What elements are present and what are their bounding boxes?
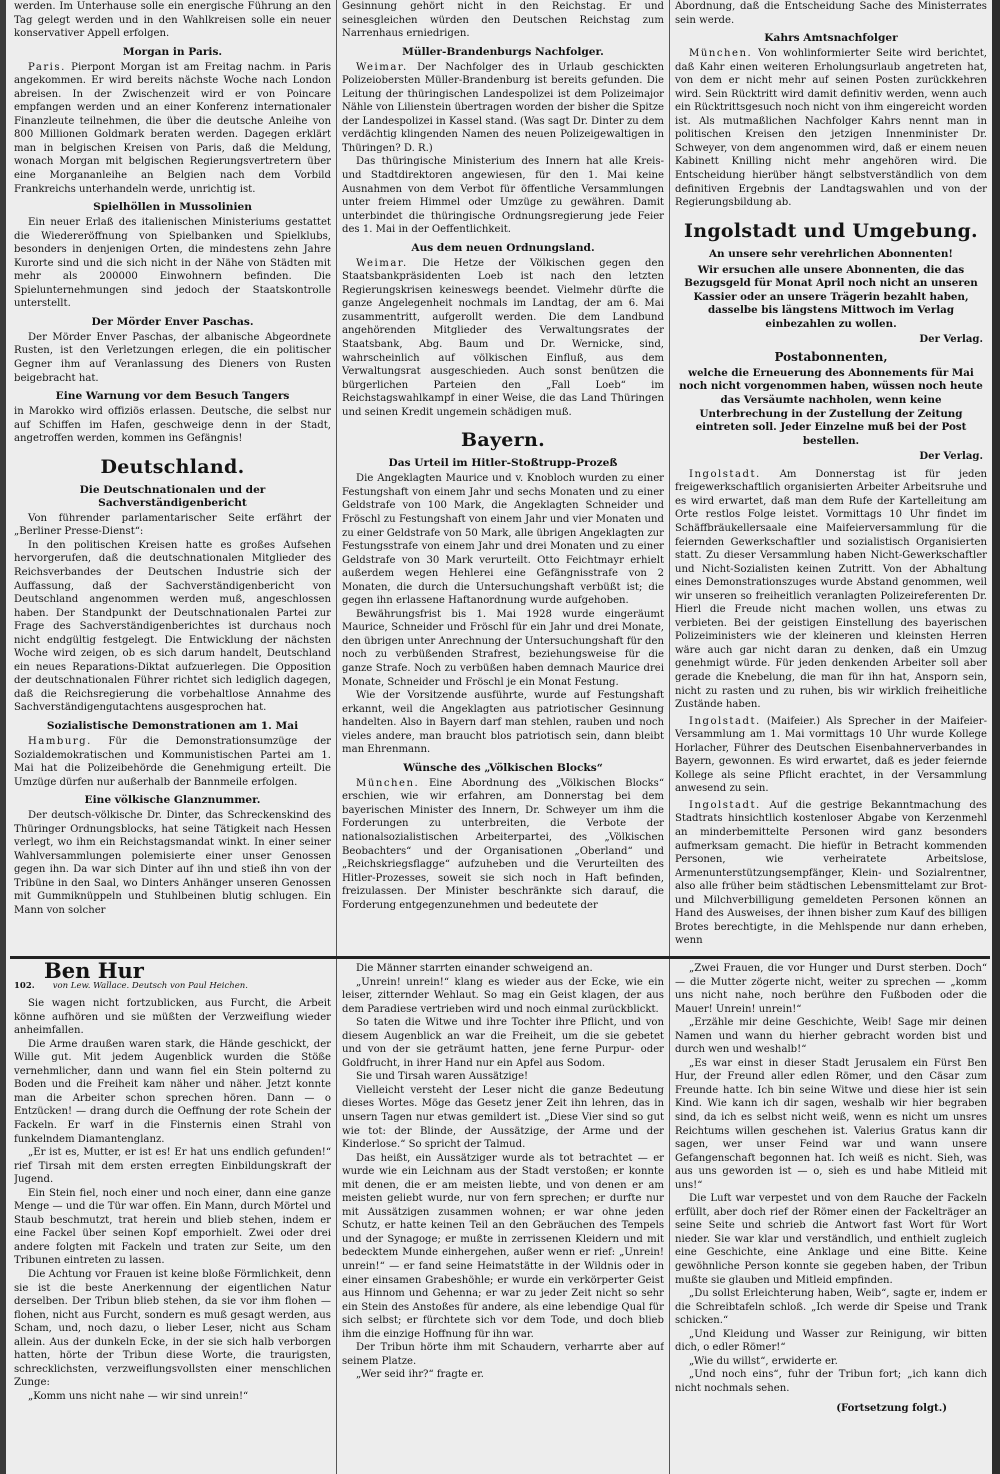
headline-hitler-prozess: Das Urteil im Hitler-Stoßtrupp-Prozeß bbox=[388, 457, 618, 470]
dateline: Hamburg. bbox=[28, 735, 92, 747]
serial-paragraph: „Unrein! unrein!“ klang es wieder aus der Ecke, wie ein leiser, zitternder Wehlaut. So mag ein Geist klagen, der aus dem Paradiese vertrieben wird und noch einmal zurückblickt. bbox=[342, 976, 664, 1015]
notice-signature: Der Verlag. bbox=[919, 451, 983, 463]
article-body: Die Hetze der Völkischen gegen den Staatsbankpräsidenten Loeb ist nach den letzten Regierungskrisen keineswegs beendet. Vielmehr dürfte die ganze Angelegenheit nochmals im Landtag, der am 6. Mai zusammentritt, aufgerollt werden. Die dem Landbund angehörenden Mitglieder des Verwaltungsrates der Staatsbank, Abg. Baum und Dr. Wernicke, sind, wahrscheinlich auf völkischen Einfluß, aus dem Verwaltungsrat ausgeschieden. Auch sonst benützen die bürgerlichen Parteien den „Fall Loeb“ im Reichstagswahlkampf in einer Weise, die das Land Thüringen und seinen Kredit ungemein schädigen muß. bbox=[342, 257, 664, 418]
headline-deutschnationale: Die Deutschnationalen und der Sachverständigenbericht bbox=[79, 483, 266, 509]
section-title-ingolstadt: Ingolstadt und Umgebung. bbox=[684, 219, 978, 242]
article-moerder: Der Mörder Enver Paschas, der albanische Abgeordnete Rusten, ist den Verletzungen erlegen, die ein politischer Gegner ihm auf Veranlassung des Dieners von Rusten beigebracht hat. bbox=[14, 331, 331, 384]
serial-paragraph: Ein Stein fiel, noch einer und noch einer, dann eine ganze Menge — und die Tür war offen. Ein Mann, durch Mörtel und Staub beschmutzt, trat herein und blieb stehen, indem er eine Fackel über seinen Kopf emporhielt. Zwei oder drei andere folgten mit Fackeln und traten zur Seite, um den Tribunen eintreten zu lassen. bbox=[14, 1187, 331, 1267]
article-kahr bbox=[675, 47, 987, 210]
headline-morgan: Morgan in Paris. bbox=[122, 45, 223, 58]
page-shadow-left bbox=[0, 0, 6, 1474]
article-body: (Maifeier.) Als Sprecher in der Maifeier-Versammlung am 1. Mai vormittags 10 Uhr wurde Kollege Horlacher, Führer des Deutschen Eisenbahnerverbandes in Bayern, gewonnen. Es wird erwartet, daß es jeder feiernde Kollege als seine Pflicht erachtet, in der Versammlung anwesend zu sein. bbox=[675, 715, 987, 795]
article-body: Pierpont Morgan ist am Freitag nachm. in Paris angekommen. Er wird bereits nächste Woche nach London abreisen. In der Zwischenzeit wird er von Poincare empfangen werden und an einer Konferenz internationaler Finanzleute teilnehmen, die über die deutsche Anleihe von 800 Millionen Goldmark beraten werden. Dagegen erklärt man in belgischen Kreisen von Paris, daß die Meldung, wonach Morgan mit belgischen Regierungsvertretern über eine Morgananleihe an Belgien nach dem Vorbild Frankreichs unterhandeln werde, unrichtig ist. bbox=[14, 61, 331, 195]
article-glanznummer: Der deutsch-völkische Dr. Dinter, das Schreckenskind des Thüringer Ordnungsblocks, hat seine Tätigkeit nach Hessen verlegt, wo ihm ein Reichstagsmandat winkt. In einer seiner Wahlversammlungen polemisierte einer unser Genossen gegen ihn. Da war sich Dinter auf ihn und stieß ihn von der Tribüne in den Saal, wo Dinters Anhänger unseren Genossen mit Gummiknüppeln und Stuhlbeinen blutig schlugen. Ein Mann von solcher bbox=[14, 810, 331, 916]
article-deutschnationale-intro: Von führender parlamentarischer Seite erfährt der „Berliner Presse-Dienst“: bbox=[14, 512, 331, 538]
serial-paragraph: Die Achtung vor Frauen ist keine bloße Förmlichkeit, denn sie ist die beste Anerkennung der eigentlichen Natur derselben. Der Tribun blieb stehen, da sie vor ihm flohen — flohen, nicht aus Furcht, sondern es muß gesagt werden, aus Scham, und, noch dazu, o lieber Leser, nicht aus Scham allein. Aus der dunkeln Ecke, in der sie sich halb verborgen hatten, hörte der Tribun diese Worte, die traurigsten, schrecklichsten, verzweiflungsvollsten einer menschlichen Zunge: bbox=[14, 1269, 331, 1389]
serial-paragraph: Das heißt, ein Aussätziger wurde als tot betrachtet — er wurde wie ein Leichnam aus der Stadt verstoßen; er konnte mit denen, die er am meisten liebte, und von denen er am meisten geliebt wurde, nur von fern sprechen; er durfte nur mit Aussätzigen zusammen wohnen; er war ohne jeden Schutz, er hatte keinen Teil an den Gebräuchen des Tempels und der Synagoge; er mußte in zerrissenen Kleidern und mit bedecktem Munde einhergehen, außer wenn er rief: „Unrein! unrein!“ — er fand seine Heimatstätte in der Wildnis oder in einer einsamen Grabeshöhle; er wurde ein verkörperter Geist aus Hinnom und Gehenna; er war zu jeder Zeit nicht so sehr ein Stein des Anstoßes für andere, als eine lebendige Qual für sich selbst; er fürchtete sich vor dem Tode, und doch blieb ihm die einzige Hoffnung für ihn war. bbox=[342, 1152, 664, 1340]
column-2 bbox=[342, 0, 664, 958]
article-body: Von wohlinformierter Seite wird berichtet, daß Kahr einen weiteren Erholungsurlaub angetreten hat, von dem er nicht mehr auf seinen Posten zurückkehren wird. Sein Rücktritt wird damit definitiv werden, wenn auch ein Rücktrittsgesuch noch nicht von ihm eingereicht worden ist. Als mutmaßlichen Nachfolger Kahrs nennt man in politischen Kreisen den jetzigen Innenminister Dr. Schweyer, von dem angenommen wird, daß er einem neuen Kabinett Knilling nicht mehr angehören wird. Die Entscheidung hierüber hängt selbstverständlich von dem definitiven Ergebnis der Landtagswahlen und von der Regierungsbildung ab. bbox=[675, 48, 987, 209]
serial-number: 102. bbox=[14, 980, 35, 991]
headline-ordnungsland: Aus dem neuen Ordnungsland. bbox=[411, 241, 595, 254]
article-body: Für die Demonstrationsumzüge der Sozialdemokratischen und Kommunistischen Partei am 1. Mai hat die Polizeibehörde die Genehmigung erteilt. Die Umzüge dürfen nur außerhalb der Bannmeile erfolgen. bbox=[14, 735, 331, 788]
article-ingolstadt-2 bbox=[675, 715, 987, 796]
headline-demonstrationen: Sozialistische Demonstrationen am 1. Mai bbox=[46, 719, 299, 732]
serial-paragraph: „Und noch eins“, fuhr der Tribun fort; „ich kann dich nicht nochmals sehen. bbox=[675, 1369, 987, 1394]
column-3 bbox=[675, 0, 987, 958]
section-title-deutschland: Deutschland. bbox=[100, 455, 245, 478]
article-hitler-1: Die Angeklagten Maurice und v. Knobloch wurden zu einer Festungshaft von einem Jahr und sechs Monaten und zu einer Geldstrafe von 100 Mark, die Angeklagten Schneider und Fröschl zu Festungshaft von einem Jahr und vier Monaten und zu einer Geldstrafe von 50 Mark, alle übrigen Angeklagten zur Festungsstrafe von einem Jahr und drei Monaten und zu einer Geldstrafe von 30 Mark verurteilt. Otto Feichtmayr erhielt außerdem wegen Hehlerei eine Gefängnisstrafe von 2 Monaten, die durch die Untersuchungshaft verbüßt ist; die gegen ihn erlassene Haftanordnung wurde aufgehoben. bbox=[342, 473, 664, 607]
headline-warnung: Eine Warnung vor dem Besuch Tangers bbox=[55, 390, 290, 403]
article-ingolstadt-1 bbox=[675, 468, 987, 712]
serial-paragraph: Die Männer starrten einander schweigend an. bbox=[356, 963, 593, 974]
dateline: Ingolstadt. bbox=[689, 715, 761, 727]
dateline: Weimar. bbox=[356, 257, 408, 269]
notice-title: An unsere sehr verehrlichen Abonnenten! bbox=[709, 247, 953, 260]
article-warnung: in Marokko wird offiziös erlassen. Deutsche, die selbst nur auf Schiffen im Hafen, geschweige denn in der Stadt, angetroffen werden, kommen ins Gefängnis! bbox=[14, 406, 331, 445]
dateline: Weimar. bbox=[356, 61, 408, 73]
serial-paragraph: „Erzähle mir deine Geschichte, Weib! Sage mir deinen Namen und wann du hierher gebracht worden bist und durch wen und weshalb!“ bbox=[675, 1017, 987, 1056]
serial-paragraph: „Komm uns nicht nahe — wir sind unrein!“ bbox=[28, 1390, 249, 1402]
serial-paragraph: „Er ist es, Mutter, er ist es! Er hat uns endlich gefunden!“ rief Tirsah mit dem ersten erregten Einbildungskraft der Jugend. bbox=[14, 1147, 331, 1186]
article-continuation: Gesinnung gehört nicht in den Reichstag. Er und seinesgleichen würden den Deutschen Reichstag zum Narrenhaus erniedrigen. bbox=[342, 1, 664, 40]
serial-column-1 bbox=[14, 962, 331, 1468]
dateline: Ingolstadt. bbox=[689, 468, 761, 480]
article-body: Der Nachfolger des in Urlaub geschickten Polizeiobersten Müller-Brandenburg ist bereits gefunden. Die Leitung der thüringischen Landespolizei ist dem Polizeimajor Nähle von Lilienstein übertragen worden der bisher die Spitze der Landespolizei in Kassel stand. (Was sagt Dr. Dinter zu dem verdächtig klingenden Namen des neuen Polizeigewaltigen in Thüringen? D. R.) bbox=[342, 61, 664, 154]
serial-paragraph: Der Tribun hörte ihm mit Schaudern, verharrte aber auf seinem Platze. bbox=[342, 1342, 664, 1367]
headline-moerder: Der Mörder Enver Paschas. bbox=[91, 315, 254, 328]
section-title-bayern: Bayern. bbox=[460, 429, 546, 452]
article-deutschnationale: In den politischen Kreisen hatte es großes Aufsehen hervorgerufen, daß die deutschnationalen Mitglieder des Reichsverbandes der Deutschen Industrie sich der Auffassung, daß der Sachverständigenbericht von Deutschland angenommen werden muß, angeschlossen haben. Der Standpunkt der Deutschnationalen Partei zur Frage des Sachverständigenberichtes ist durchaus noch nicht endgültig festgelegt. Die Entwicklung der nächsten Woche wird zeigen, ob es sich darum handelt, Deutschland ein neues Reparations-Diktat aufzuerlegen. Die Opposition der deutschnationalen Führer richtet sich lediglich dagegen, daß die Reichsregierung die vorbehaltlose Annahme des Sachverständigengutachtens ausgesprochen hat. bbox=[14, 539, 331, 714]
column-1 bbox=[14, 0, 331, 958]
serial-paragraph: „Es war einst in dieser Stadt Jerusalem ein Fürst Ben Hur, der Freund aller edlen Römer, und den Cäsar zum Freunde hatte. Ich bin seine Witwe und diese hier ist sein Kind. Wie kann ich dir sagen, weshalb wir hier begraben sind, da ich es selbst nicht weiß, wenn es nicht um unsres Reichtums willen geschehen ist. Valerius Gratus kann dir sagen, wer unser Feind war und wann unsere Gefangenschaft begonnen hat. Ich weiß es nicht. Sieh, was aus uns geworden ist — o, sieh es und habe Mitleid mit uns!“ bbox=[675, 1057, 987, 1191]
serial-paragraph: „Wie du willst“, erwiderte er. bbox=[689, 1355, 838, 1367]
headline-spielhoellen: Spielhöllen in Mussolinien bbox=[93, 201, 252, 214]
notice-postabonnenten bbox=[675, 351, 987, 448]
serial-paragraph: „Und Kleidung und Wasser zur Reinigung, wir bitten dich, o edler Römer!“ bbox=[675, 1328, 987, 1354]
article-body: Am Donnerstag ist für jeden freigewerkschaftlich organisierten Arbeiter Arbeitsruhe und es wird erwartet, daß man dem Rufe der Kartelleitung am Orte restlos Folge leistet. Vormittags 10 Uhr findet im Schäffbräukellersaale eine Maifeierversammlung für die feiernden Gewerkschaftler und sozialistisch Organisierten statt. Zu dieser Versammlung haben Nicht-Gewerkschaftler und Nicht-Sozialisten keinen Zutritt. Von der Abhaltung eines Demonstrationszuges wurde Abstand genommen, weil wir unseren so freiheitlich veranlagten Polizeireferenten Dr. Hierl die Freude nicht machen wollen, uns etwas zu verbieten. Bei der geistigen Einstellung des bayerischen Polizeiministers wie der kleineren und kleinsten Herren wäre auch gar nicht daran zu denken, daß ein Umzug genehmigt würde. Für jeden denkenden Arbeiter soll aber gerade die Knebelung, die man für ihn hat, Ansporn sein, nicht zu rasten und zu ruhen, bis wir wirklich freiheitliche Zustände haben. bbox=[675, 468, 987, 711]
headline-glanznummer: Eine völkische Glanznummer. bbox=[84, 794, 261, 807]
column-rule bbox=[336, 0, 337, 1474]
article-mueller-2: Das thüringische Ministerium des Innern hat alle Kreis- und Stadtdirektoren angewiesen, für den 1. Mai keine Ausnahmen von dem Verbot für öffentliche Versammlungen unter freiem Himmel oder Umzüge zu gewähren. Damit unterbindet die thüringische Ordnungsregierung jede Feier des 1. Mai in der Oeffentlichkeit. bbox=[342, 156, 664, 236]
serial-author: von Lew. Wallace. Deutsch von Paul Heichen. bbox=[52, 980, 248, 991]
dateline: München. bbox=[356, 777, 420, 789]
article-continuation: werden. Im Unterhause solle ein energische Führung an den Tag gelegt werden und in den Wahlkreisen solle ein neuer konservativer Appell erfolgen. bbox=[14, 1, 331, 40]
article-hitler-2: Bewährungsfrist bis 1. Mai 1928 wurde eingeräumt Maurice, Schneider und Fröschl für ein Jahr und drei Monate, den übrigen unter Anrechnung der Untersuchungshaft für den noch zu verbüßenden Strafrest, beziehungsweise für die ganze Strafe. Noch zu verbüßen haben demnach Maurice drei Monate, Schneider und Fröschl je ein Monat Festung. bbox=[342, 608, 664, 688]
page-shadow-right bbox=[992, 0, 1000, 1474]
article-hitler-3: Wie der Vorsitzende ausführte, wurde auf Festungshaft erkannt, weil die Angeklagten aus patriotischer Gesinnung handelten. Also in Bayern darf man stehlen, rauben und noch vieles andere, man braucht blos patriotisch sein, dann bleibt man Ehrenmann. bbox=[342, 690, 664, 756]
serial-paragraph: Vielleicht versteht der Leser nicht die ganze Bedeutung dieses Wortes. Möge das Gesetz jener Zeit ihn lehren, das in unsern Tagen nur etwas gemildert ist. „Diese Vier sind so gut wie tot: der Blinde, der Aussätzige, der Arme und der Kinderlose.“ So spricht der Talmud. bbox=[342, 1084, 664, 1151]
article-morgan bbox=[14, 61, 331, 196]
article-ordnungsland bbox=[342, 257, 664, 420]
article-wuensche bbox=[342, 777, 664, 912]
notice-signature: Der Verlag. bbox=[919, 334, 983, 346]
notice-abonnenten bbox=[675, 248, 987, 332]
article-body: Eine Abordnung des „Völkischen Blocks“ erschien, wie wir erfahren, am Donnerstag bei dem bayerischen Minister des Innern, Dr. Schweyer um ihm die Forderungen zu unterbreiten, die Verbote der nationalsozialistischen Arbeiterpartei, des „Völkischen Beobachters“ und der Organisationen „Oberland“ und „Reichskriegsflagge“ aufzuheben und die Verurteilten des Hitler-Prozesses, soweit sie sich noch in Haft befinden, freizulassen. Der Minister beschränkte sich darauf, die Forderung entgegenzunehmen und bedeutete der bbox=[342, 777, 664, 911]
serial-paragraph: Die Arme draußen waren stark, die Hände geschickt, der Wille gut. Mit jedem Augenblick wurden die Stöße vernehmlicher, dann und wann fiel ein Stein polternd zu Boden und die Freiheit kam näher und näher. Jetzt konnte man die Arbeiter schon sprechen hören. Dann — o Entzücken! — drang durch die Oeffnung der rote Schein der Fackeln. Er warf in die Finsternis einen Strahl von funkelndem Diamantenglanz. bbox=[14, 1038, 331, 1145]
headline-wuensche: Wünsche des „Völkischen Blocks“ bbox=[403, 761, 603, 774]
serial-paragraph: „Zwei Frauen, die vor Hunger und Durst sterben. Doch“ — die Mutter zögerte nicht, weiter zu sprechen — „komm uns nicht nahe, noch berühre den Fußboden oder die Mauer! Unrein! unrein!“ bbox=[675, 963, 987, 1015]
serial-paragraph: Sie wagen nicht fortzublicken, aus Furcht, die Arbeit könne aufhören und sie müßten der Verzweiflung wieder anheimfallen. bbox=[14, 998, 331, 1037]
serial-paragraph: „Wer seid ihr?“ fragte er. bbox=[356, 1369, 484, 1381]
serial-paragraph: Die Luft war verpestet und von dem Rauche der Fackeln erfüllt, aber doch rief der Römer einen der Fackelträger an seine Seite und schrieb die Antwort fast Wort für Wort nieder. Sie war klar und verständlich, und enthielt zugleich eine Geschichte, eine Anklage und eine Bitte. Keine gewöhnliche Person konnte sie gegeben haben, der Tribun mußte sie glauben und Mitleid empfinden. bbox=[675, 1193, 987, 1286]
dateline: Ingolstadt. bbox=[689, 799, 761, 811]
notice-title: Postabonnenten, bbox=[774, 349, 888, 364]
article-demonstrationen bbox=[14, 735, 331, 789]
serial-paragraph: So taten die Witwe und ihre Tochter ihre Pflicht, und von diesem Augenblick an war die Freiheit, um die sie gebetet und von der sie geträumt hatten, jene ferne Purpur- oder Goldfrucht, in ihrer Hand nur ein Apfel aus Sodom. bbox=[342, 1017, 664, 1069]
serial-column-2 bbox=[342, 962, 664, 1468]
headline-kahr: Kahrs Amtsnachfolger bbox=[764, 32, 898, 45]
column-rule bbox=[669, 0, 670, 1474]
headline-mueller: Müller-Brandenburgs Nachfolger. bbox=[402, 45, 604, 58]
serial-paragraph: „Du sollst Erleichterung haben, Weib“, sagte er, indem er die Schreibtafeln schloß. „Ich werde dir Speise und Trank schicken.“ bbox=[675, 1288, 987, 1327]
serial-meta bbox=[14, 980, 331, 994]
article-spielhoellen: Ein neuer Erlaß des italienischen Ministeriums gestattet die Wiedereröffnung von Spielbanken und Spielklubs, besonders in denjenigen Orten, die mindestens zehn Jahre Kurorte sind und die sich nicht in der Nähe von Städten mit mehr als 200000 Einwohnern befinden. Die Spielunternehmungen sind jedoch der Staatskontrolle unterstellt. bbox=[14, 217, 331, 310]
article-continuation: Abordnung, daß die Entscheidung Sache des Ministerrates sein werde. bbox=[675, 1, 987, 26]
serial-column-3 bbox=[675, 962, 987, 1468]
dateline: München. bbox=[689, 48, 753, 60]
to-be-continued: (Fortsetzung folgt.) bbox=[836, 1402, 947, 1414]
dateline: Paris. bbox=[28, 61, 66, 73]
article-mueller bbox=[342, 61, 664, 156]
article-body: Auf die gestrige Bekanntmachung des Stadtrats hinsichtlich kostenloser Abgabe von Kerzenmehl an minderbemittelte Personen wird ganz besonders aufmerksam gemacht. Die hiefür in Betracht kommenden Personen, wie verheiratete Arbeitslose, Armenunterstützungsempfänger, Klein- und Sozialrentner, also alle früher beim städtischen Lebensmittelamt zur Brot- und Milchverbilligung gemeldeten Personen können an Hand des Ausweises, der ihnen bisher zum Kauf des billigen Brotes berechtigte, in die Mehlspende nur dann erheben, wenn bbox=[675, 799, 987, 947]
serial-paragraph: Sie und Tirsah waren Aussätzige! bbox=[356, 1071, 529, 1083]
serial-title: Ben Hur bbox=[44, 962, 144, 983]
article-ingolstadt-3 bbox=[675, 799, 987, 948]
notice-body: Wir ersuchen alle unsere Abonnenten, die das Bezugsgeld für Monat April noch nicht an unseren Kassier oder an unsere Trägerin bezahlt haben, dasselbe bis längstens Mittwoch im Verlag einbezahlen zu wollen. bbox=[684, 263, 978, 330]
notice-body: welche die Erneuerung des Abonnements für Mai noch nicht vorgenommen haben, wüssen noch heute das Versäumte nachholen, wenn keine Unterbrechung in der Zustellung der Zeitung eintreten soll. Jeder Einzelne muß bei der Post bestellen. bbox=[679, 366, 983, 447]
